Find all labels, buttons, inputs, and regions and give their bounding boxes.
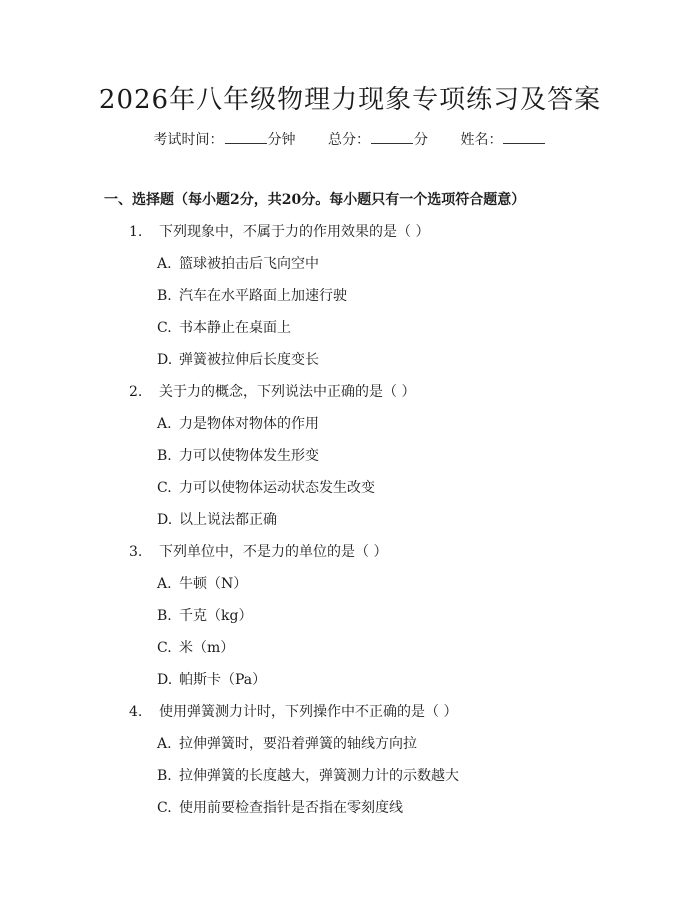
option-letter: B. [157,608,172,624]
option-letter: D. [157,672,173,688]
question-number: 2. [129,384,143,400]
option-letter: A. [157,256,172,272]
option-letter: D. [157,352,173,368]
exam-time-label: 考试时间： [153,132,224,148]
option [157,572,247,596]
option [157,252,319,276]
option-text: 力可以使物体发生形变 [179,448,319,464]
option-text: 牛顿（N） [179,576,248,592]
question [129,700,457,724]
option-letter: A. [157,416,172,432]
question [129,540,387,564]
option-text: 力可以使物体运动状态发生改变 [179,480,375,496]
option-letter: B. [157,288,172,304]
option-text: 篮球被拍击后飞向空中 [179,256,319,272]
option-letter: B. [157,448,172,464]
option-text: 拉伸弹簧的长度越大，弹簧测力计的示数越大 [179,768,459,784]
student-name [460,128,546,152]
question-text: 使用弹簧测力计时，下列操作中不正确的是（ ） [159,704,458,720]
option-text: 汽车在水平路面上加速行驶 [179,288,347,304]
question-number: 3. [129,544,143,560]
exam-time [154,128,296,152]
option [157,316,291,340]
option-text: 千克（kg） [179,608,253,624]
option-letter: B. [157,768,172,784]
option-text: 以上说法都正确 [179,512,277,528]
section-heading: 一、选择题（每小题2分，共20分。每小题只有一个选项符合题意） [104,192,526,208]
option [157,412,319,436]
option [157,796,403,820]
exam-time-blank [225,129,267,144]
question-text: 下列单位中，不是力的单位的是（ ） [159,544,388,560]
option-letter: C. [157,800,172,816]
option-letter: C. [157,640,172,656]
question-text: 关于力的概念，下列说法中正确的是（ ） [159,384,416,400]
option [157,284,347,308]
option [157,348,319,372]
total-score-blank [371,129,413,144]
option [157,444,319,468]
option [157,764,459,788]
option [157,636,234,660]
total-score-label: 总分： [328,132,370,148]
option-text: 力是物体对物体的作用 [179,416,319,432]
question [129,380,415,404]
option-letter: D. [157,512,173,528]
exam-time-unit: 分钟 [267,132,296,148]
option-text: 弹簧被拉伸后长度变长 [179,352,319,368]
option-text: 使用前要检查指针是否指在零刻度线 [179,800,403,816]
total-score [328,128,428,152]
option-letter: C. [157,320,172,336]
question-number: 4. [129,704,143,720]
student-name-label: 姓名： [460,132,503,148]
student-name-blank [503,129,545,144]
question-text: 下列现象中，不属于力的作用效果的是（ ） [159,224,430,240]
option [157,476,375,500]
option-text: 书本静止在桌面上 [179,320,291,336]
option-letter: A. [157,736,172,752]
option-letter: C. [157,480,172,496]
question [129,220,429,244]
exam-info [0,128,700,152]
option-text: 帕斯卡（Pa） [179,672,267,688]
page-title: 2026年八年级物理力现象专项练习及答案 [98,85,602,115]
option [157,604,252,628]
option-text: 米（m） [179,640,235,656]
question-number: 1. [129,224,143,240]
option-text: 拉伸弹簧时，要沿着弹簧的轴线方向拉 [179,736,417,752]
option [157,732,417,756]
option [157,668,266,692]
option [157,508,277,532]
option-letter: A. [157,576,172,592]
total-score-unit: 分 [414,132,428,148]
